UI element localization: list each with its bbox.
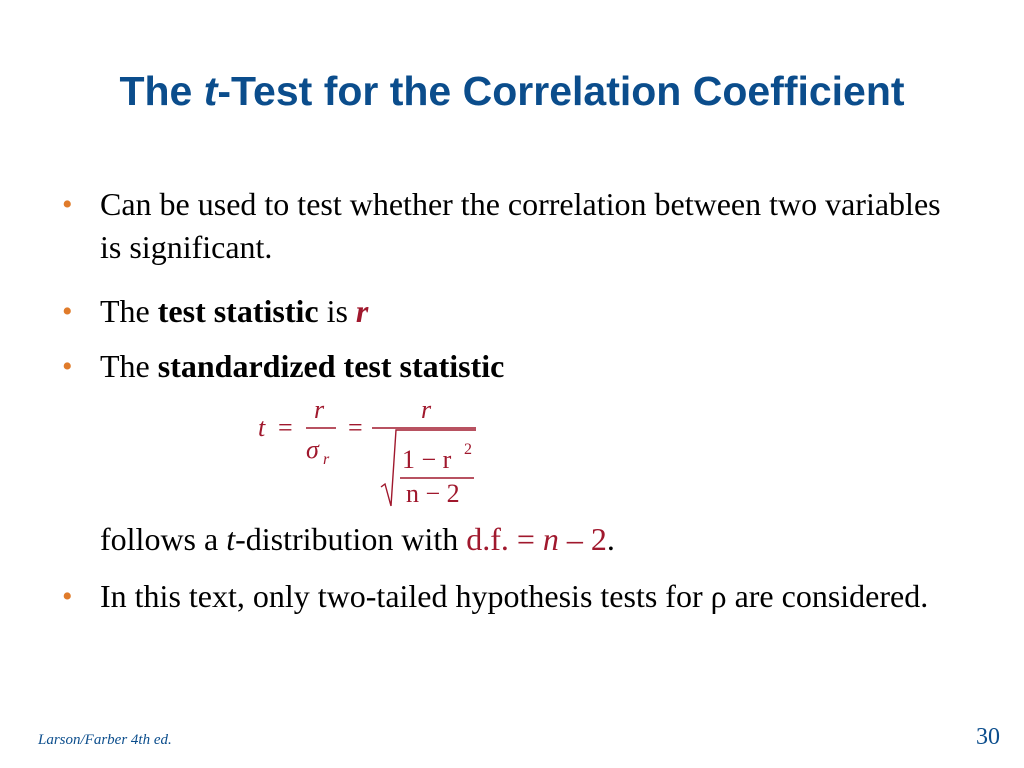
svg-text:=: = bbox=[348, 413, 363, 442]
svg-text:t: t bbox=[258, 413, 266, 442]
svg-text:1 − r: 1 − r bbox=[402, 445, 452, 474]
follows-line: follows a t-distribution with d.f. = n – 2. bbox=[100, 521, 615, 557]
bullet-dot: • bbox=[62, 188, 73, 221]
slide-title: The t-Test for the Correlation Coefficient bbox=[119, 68, 905, 114]
svg-text:=: = bbox=[278, 413, 293, 442]
bullet-4: • In this text, only two-tailed hypothesis tests for ρ are considered. bbox=[100, 575, 960, 618]
bullet-dot: • bbox=[62, 350, 73, 383]
svg-text:r: r bbox=[314, 395, 325, 424]
svg-text:σ: σ bbox=[306, 435, 319, 464]
svg-text:r: r bbox=[323, 451, 330, 468]
bullet-dot: • bbox=[62, 580, 73, 613]
standardized-test-statistic-formula bbox=[248, 392, 488, 512]
bullet-1: • Can be used to test whether the correlation between two variables is significant. bbox=[100, 183, 960, 269]
page-number: 30 bbox=[976, 724, 1000, 750]
bullet-dot: • bbox=[62, 295, 73, 328]
bullet-3: • The standardized test statistic bbox=[100, 345, 960, 388]
footer-citation: Larson/Farber 4th ed. bbox=[38, 732, 172, 748]
svg-text:r: r bbox=[421, 395, 432, 424]
svg-text:2: 2 bbox=[464, 441, 472, 458]
bullet-2: • The test statistic is r bbox=[100, 290, 960, 333]
svg-text:n − 2: n − 2 bbox=[406, 479, 460, 508]
